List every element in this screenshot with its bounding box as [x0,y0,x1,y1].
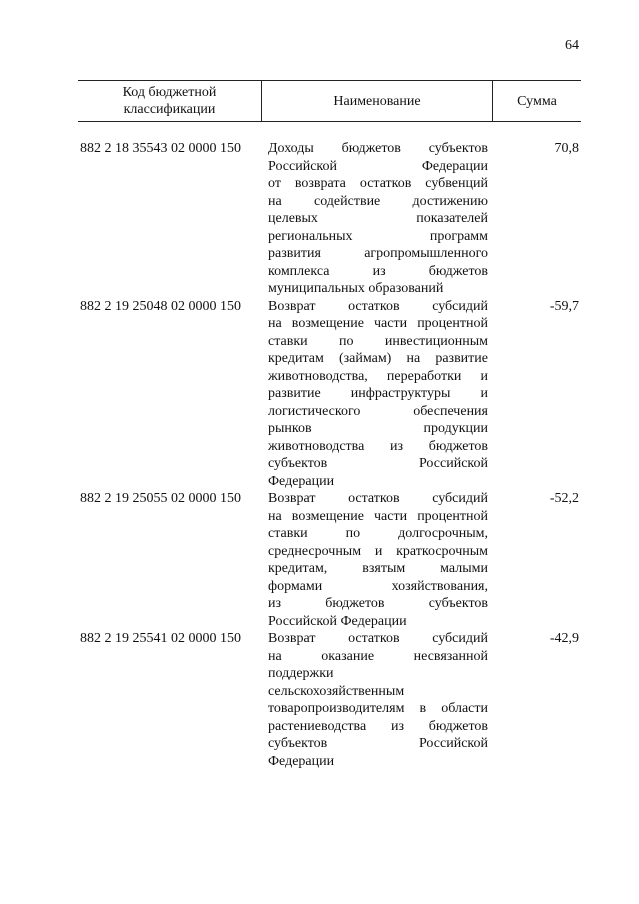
item-name [268,630,488,770]
item-name-line: растениеводства из бюджетов [268,718,488,734]
budget-code: 882 2 18 35543 02 0000 150 [80,141,241,156]
item-name-line: из бюджетов субъектов [268,596,488,611]
table-header [78,80,581,122]
item-name-line: логистического обеспечения [268,403,488,419]
item-name-line: на возмещение части процентной [268,508,488,524]
item-name-line: Возврат остатков субсидий [268,631,488,646]
item-name [268,140,488,298]
item-name-line: на возмещение части процентной [268,316,488,331]
item-name-line: животноводства, переработки и [268,368,488,384]
item-name-line: товаропроизводителям в области [268,701,488,716]
item-name-line: развитие инфраструктуры и [268,386,488,401]
item-name-line: животноводства из бюджетов [268,438,488,454]
budget-code: 882 2 19 25055 02 0000 150 [80,491,241,506]
amount: 70,8 [554,141,579,156]
item-name-line: субъектов Российской [268,456,488,471]
budget-code: 882 2 19 25048 02 0000 150 [80,298,241,314]
header-name: Наименование [333,93,421,109]
item-name-line: Доходы бюджетов субъектов [268,141,488,156]
item-name-line: Возврат остатков субсидий [268,491,488,506]
item-name-line: ставки по долгосрочным, [268,526,488,541]
amount: -52,2 [549,491,579,506]
item-name-line: поддержки [268,666,334,681]
item-name-line: среднесрочным и краткосрочным [268,543,488,559]
item-name [268,490,488,630]
amount: -59,7 [549,298,579,314]
table-row [78,298,581,491]
item-name-line: Федерации [268,473,335,489]
item-name-line: Российской Федерации [268,613,407,629]
item-name-line: рынков продукции [268,421,488,436]
item-name-line: ставки по инвестиционным [268,333,488,349]
item-name-line: субъектов Российской [268,736,488,751]
item-name [268,298,488,491]
amount: -42,9 [549,631,579,646]
table-row [78,630,581,770]
item-name-line: сельскохозяйственным [268,683,405,699]
table-row [78,140,581,298]
item-name-line: комплекса из бюджетов [268,263,488,279]
budget-code: 882 2 19 25541 02 0000 150 [80,631,241,646]
page-number: 64 [565,38,579,53]
table-body [78,140,581,770]
item-name-line: формами хозяйствования, [268,578,488,594]
header-code: Код бюджетной классификации [122,85,217,117]
item-name-line: Возврат остатков субсидий [268,298,488,314]
item-name-line: муниципальных образований [268,281,444,296]
item-name-line: кредитам (займам) на развитие [268,351,488,366]
item-name-line: Российской Федерации [268,158,488,174]
item-name-line: Федерации [268,753,335,769]
item-name-line: на оказание несвязанной [268,648,488,664]
item-name-line: кредитам, взятым малыми [268,561,488,576]
header-sum: Сумма [517,93,557,109]
item-name-line: региональных программ [268,228,488,244]
item-name-line: на содействие достижению [268,193,488,209]
item-name-line: от возврата остатков субвенций [268,176,488,191]
table-row [78,490,581,630]
item-name-line: целевых показателей [268,211,488,226]
item-name-line: развития агропромышленного [268,246,488,261]
